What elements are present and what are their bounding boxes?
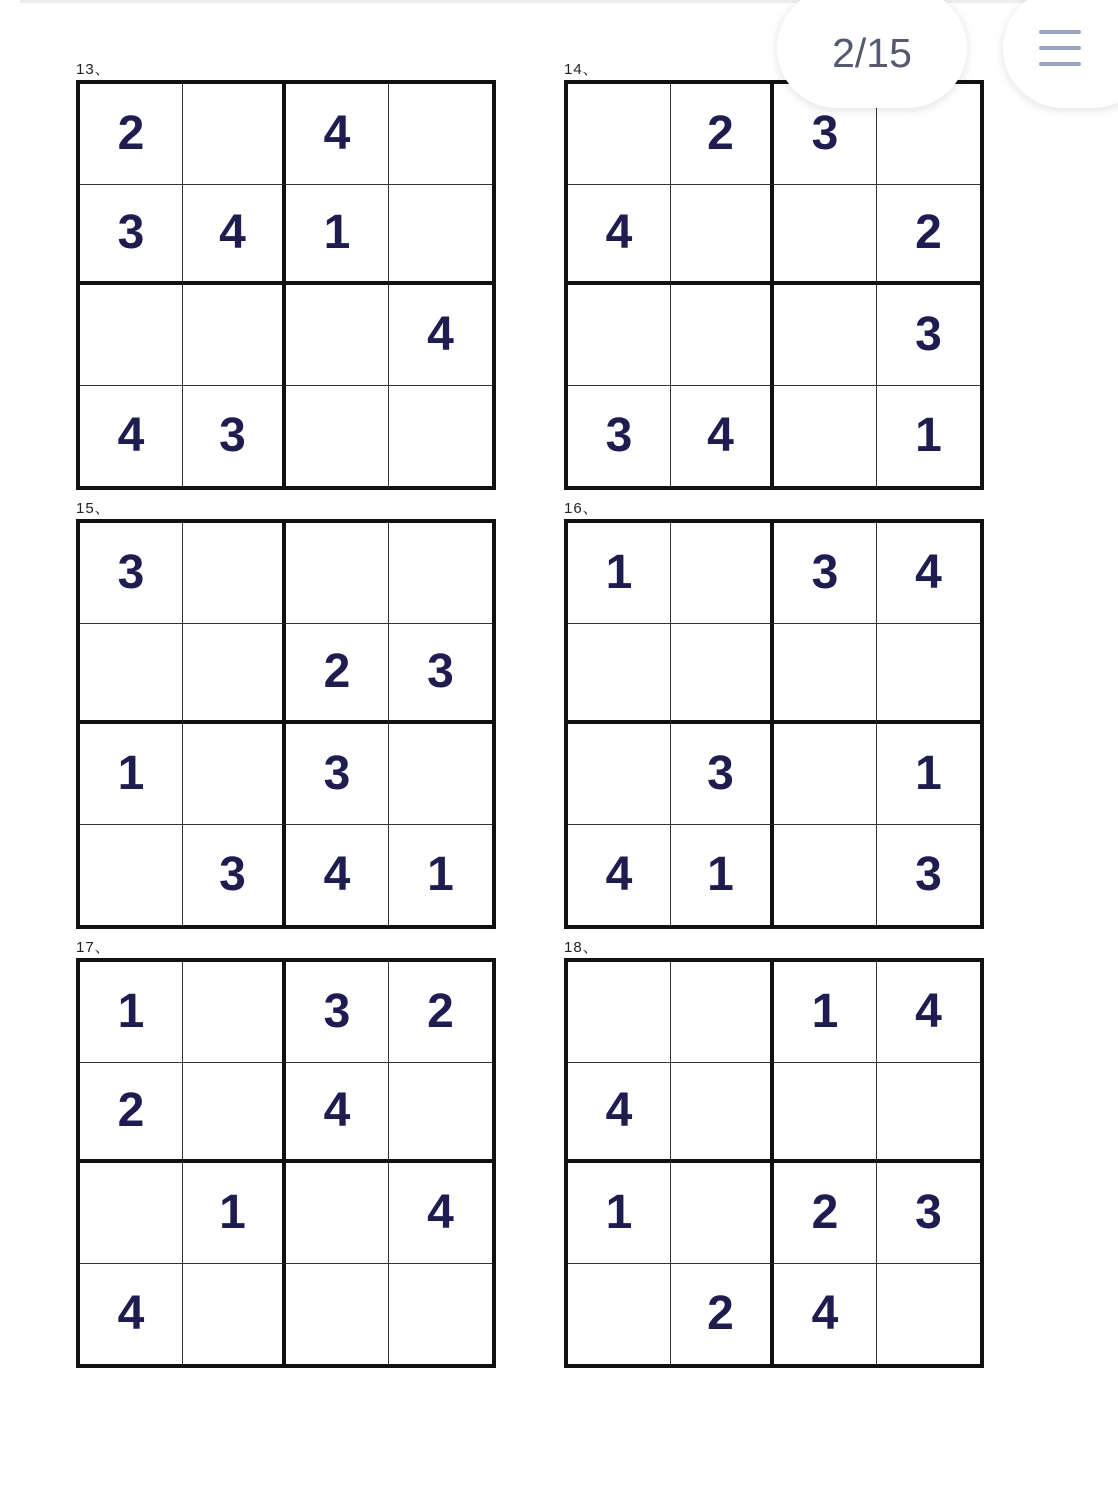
sudoku-grid (564, 80, 984, 490)
puzzle-number: 14、 (564, 61, 599, 78)
sudoku-cell (671, 624, 774, 725)
sudoku-cell: 4 (671, 386, 774, 487)
sudoku-cell (183, 1063, 286, 1164)
sudoku-cell (774, 724, 877, 825)
sudoku-cell: 1 (915, 409, 942, 463)
sudoku-cell (80, 624, 183, 725)
sudoku-cell: 1 (427, 848, 454, 902)
sudoku-grid (76, 519, 496, 929)
sudoku-cell (671, 1063, 774, 1164)
sudoku-cell: 1 (671, 825, 774, 926)
sudoku-cell: 4 (568, 825, 671, 926)
sudoku-cell (389, 386, 492, 487)
menu-button[interactable] (1003, 0, 1118, 108)
sudoku-cell (286, 285, 389, 386)
sudoku-cell (568, 624, 671, 725)
sudoku-cell: 1 (183, 1163, 286, 1264)
sudoku-cell: 1 (877, 724, 980, 825)
sudoku-grid (76, 958, 496, 1368)
sudoku-cell (774, 1063, 877, 1164)
sudoku-cell (774, 386, 877, 487)
sudoku-grid (564, 519, 984, 929)
sudoku-cell (389, 185, 492, 286)
sudoku-cell: 2 (671, 1264, 774, 1365)
sudoku-cell (80, 1163, 183, 1264)
sudoku-cell (183, 962, 286, 1063)
sudoku-cell: 4 (877, 523, 980, 624)
sudoku-cell (389, 724, 492, 825)
sudoku-cell (80, 825, 183, 926)
sudoku-cell: 4 (80, 386, 183, 487)
sudoku-cell: 3 (877, 285, 980, 386)
sudoku-cell: 4 (286, 84, 389, 185)
sudoku-cell: 3 (286, 962, 389, 1063)
sudoku-cell (877, 1063, 980, 1164)
sudoku-cell: 3 (877, 1163, 980, 1264)
sudoku-cell: 3 (389, 624, 492, 725)
sudoku-cell: 3 (183, 825, 286, 926)
sudoku-cell (389, 1063, 492, 1164)
sudoku-cell (774, 185, 877, 286)
sudoku-grid (564, 958, 984, 1368)
sudoku-cell: 4 (774, 1264, 877, 1365)
sudoku-cell: 1 (80, 962, 183, 1063)
sudoku-cell: 1 (774, 962, 877, 1063)
sudoku-cell: 4 (568, 185, 671, 286)
sudoku-cell (671, 185, 774, 286)
sudoku-cell (774, 624, 877, 725)
sudoku-grid (76, 80, 496, 490)
sudoku-cell: 4 (877, 962, 980, 1063)
sudoku-cell: 4 (389, 1163, 492, 1264)
sudoku-cell (877, 624, 980, 725)
sudoku-cell (183, 724, 286, 825)
sudoku-cell (80, 285, 183, 386)
sudoku-cell: 1 (568, 1163, 671, 1264)
sudoku-cell (183, 523, 286, 624)
sudoku-cell: 4 (183, 185, 286, 286)
sudoku-cell: 3 (568, 386, 671, 487)
sudoku-cell (568, 1264, 671, 1365)
sudoku-cell: 2 (877, 185, 980, 286)
sudoku-cell: 3 (286, 724, 389, 825)
sudoku-cell: 4 (568, 1063, 671, 1164)
sudoku-cell: 3 (80, 185, 183, 286)
sudoku-cell (774, 825, 877, 926)
sudoku-cell (286, 1163, 389, 1264)
sudoku-cell (389, 84, 492, 185)
sudoku-cell: 1 (286, 185, 389, 286)
page-counter: 2/15 (777, 0, 967, 108)
sudoku-cell: 3 (183, 386, 286, 487)
sudoku-cell (183, 285, 286, 386)
sudoku-cell: 2 (286, 624, 389, 725)
sudoku-cell (671, 1163, 774, 1264)
puzzle-number: 18、 (564, 939, 599, 956)
sudoku-cell (671, 523, 774, 624)
sudoku-cell (183, 1264, 286, 1365)
sudoku-cell (183, 84, 286, 185)
sudoku-cell: 2 (774, 1163, 877, 1264)
sudoku-cell (389, 1264, 492, 1365)
sudoku-cell (568, 724, 671, 825)
sudoku-cell: 4 (286, 1063, 389, 1164)
sudoku-cell: 1 (568, 523, 671, 624)
sudoku-cell: 4 (389, 285, 492, 386)
sudoku-cell: 2 (80, 84, 183, 185)
sudoku-cell: 3 (80, 523, 183, 624)
sudoku-cell: 3 (774, 523, 877, 624)
sudoku-cell (877, 1264, 980, 1365)
puzzle-number: 13、 (76, 61, 111, 78)
puzzle-number: 15、 (76, 500, 111, 517)
sudoku-cell: 1 (80, 724, 183, 825)
sudoku-cell (286, 1264, 389, 1365)
puzzle-number: 17、 (76, 939, 111, 956)
sudoku-cell: 4 (80, 1264, 183, 1365)
sudoku-cell: 3 (671, 724, 774, 825)
sudoku-cell (389, 523, 492, 624)
sudoku-cell: 3 (915, 848, 942, 902)
sudoku-cell: 3 (774, 84, 877, 185)
sudoku-cell: 2 (389, 962, 492, 1063)
sudoku-cell (568, 962, 671, 1063)
sudoku-cell (671, 285, 774, 386)
sudoku-cell: 4 (286, 825, 389, 926)
sudoku-cell (183, 624, 286, 725)
sudoku-cell: 2 (671, 84, 774, 185)
sudoku-cell: 2 (80, 1063, 183, 1164)
sudoku-cell (286, 523, 389, 624)
puzzle-number: 16、 (564, 500, 599, 517)
sudoku-cell (286, 386, 389, 487)
sudoku-cell (671, 962, 774, 1063)
sudoku-cell (568, 84, 671, 185)
sudoku-cell (774, 285, 877, 386)
sudoku-cell (568, 285, 671, 386)
